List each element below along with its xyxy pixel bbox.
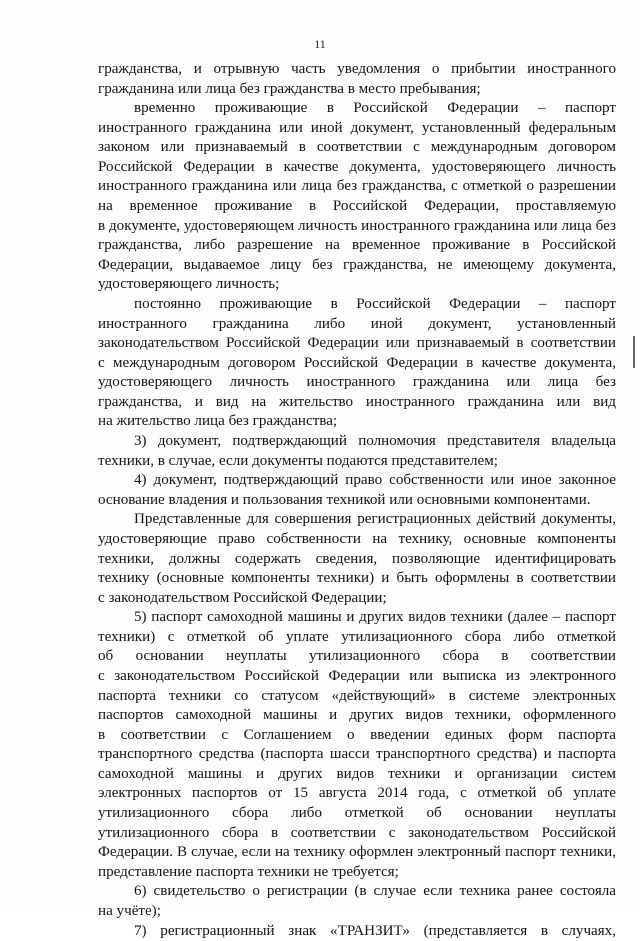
text-line: об основании неуплаты утилизационного сбора в соответствии [98, 648, 616, 665]
text-line: Российской Федерации в качестве документа, удостоверяющего личность [98, 158, 616, 175]
page-number: 11 [314, 37, 326, 51]
text-line: гражданина или лица без гражданства в место пребывания; [98, 80, 481, 97]
text-line: техники, в случае, если документы подаются представителем; [98, 452, 498, 469]
text-line: с законодательством Российской Федерации; [98, 589, 387, 606]
text-line: 3) документ, подтверждающий полномочия представителя владельца [134, 433, 616, 450]
text-line: 4) документ, подтверждающий право собственности или иное законное [134, 472, 616, 489]
text-line: постоянно проживающие в Российской Федерации – паспорт [134, 295, 616, 312]
text-line: удостоверяющего личность; [98, 276, 280, 293]
text-line: законодательством Российской Федерации или признаваемый в соответствии [98, 335, 616, 352]
text-line: иностранного гражданина или лица без гражданства, с отметкой о разрешении [98, 178, 616, 195]
text-line: гражданства, и отрывную часть уведомления о прибытии иностранного [98, 61, 616, 77]
text-line: Федерации, выдаваемое лицу без гражданства, не имеющему документа, [98, 256, 616, 273]
scan-edge-mark [633, 336, 635, 368]
text-line: основание владения и пользования техникой или основными компонентами. [98, 491, 591, 508]
text-line: электронных паспортов от 15 августа 2014 года, с отметкой об уплате [98, 785, 616, 802]
text-line: с законодательством Российской Федерации или выписка из электронного [98, 667, 616, 684]
text-line: на жительство лица без гражданства; [98, 413, 338, 430]
text-line: на учёте); [98, 902, 161, 919]
text-line: в документе, удостоверяющем личность иностранного гражданина или лица без [98, 217, 616, 234]
text-line: иностранного гражданина либо иной документ, установленный [98, 315, 616, 332]
text-line: в соответствии с Соглашением о введении единых форм паспорта [98, 726, 616, 743]
text-line: временно проживающие в Российской Федерации – паспорт [134, 100, 616, 117]
text-line: утилизационного сбора либо отметкой об основании неуплаты [98, 805, 616, 822]
text-line: самоходной машины и других видов техники и организации систем [98, 765, 616, 782]
text-line: 5) паспорт самоходной машины и других видов техники (далее – паспорт [134, 609, 616, 626]
text-line: законом или признаваемый в соответствии с международным договором [98, 139, 616, 156]
text-line: гражданства, либо разрешение на временное проживание в Российской [98, 237, 616, 254]
text-line: транспортного средства (паспорта шасси транспортного средства) и паспорта [98, 746, 616, 763]
text-line: Представленные для совершения регистрационных действий документы, [134, 511, 616, 528]
text-line: паспорта техники со статусом «действующий» в системе электронных [98, 687, 616, 704]
text-line: 6) свидетельство о регистрации (в случае если техника ранее состояла [134, 883, 616, 900]
text-line: техники) с отметкой об уплате утилизационного сбора либо отметкой [98, 628, 616, 645]
text-line: с международным договором Российской Федерации в качестве документа, [98, 354, 616, 371]
text-line: иностранного гражданина или иной документ, установленный федеральным [98, 119, 616, 136]
text-line: паспортов самоходной машины и других видов техники, оформленного [98, 707, 616, 724]
text-line: гражданства, и вид на жительство иностранного гражданина или вид [98, 393, 616, 410]
text-line: Федерации. В случае, если на технику оформлен электронный паспорт техники, [98, 844, 616, 861]
text-line: удостоверяющие право собственности на технику, основные компоненты [98, 530, 616, 547]
text-line: на временное проживание в Российской Федерации, проставляемую [98, 198, 616, 215]
text-line: представление паспорта техники не требуется; [98, 863, 399, 880]
text-line: утилизационного сбора в соответствии с законодательством Российской [98, 824, 616, 841]
text-line: 7) регистрационный знак «ТРАНЗИТ» (представляется в случаях, [134, 922, 616, 939]
text-line: техники, должны содержать сведения, позволяющие идентифицировать [98, 550, 616, 567]
text-line: удостоверяющего личность иностранного гражданина или лица без [98, 374, 616, 391]
text-line: технику (основные компоненты техники) и быть оформлены в соответствии [98, 570, 616, 587]
